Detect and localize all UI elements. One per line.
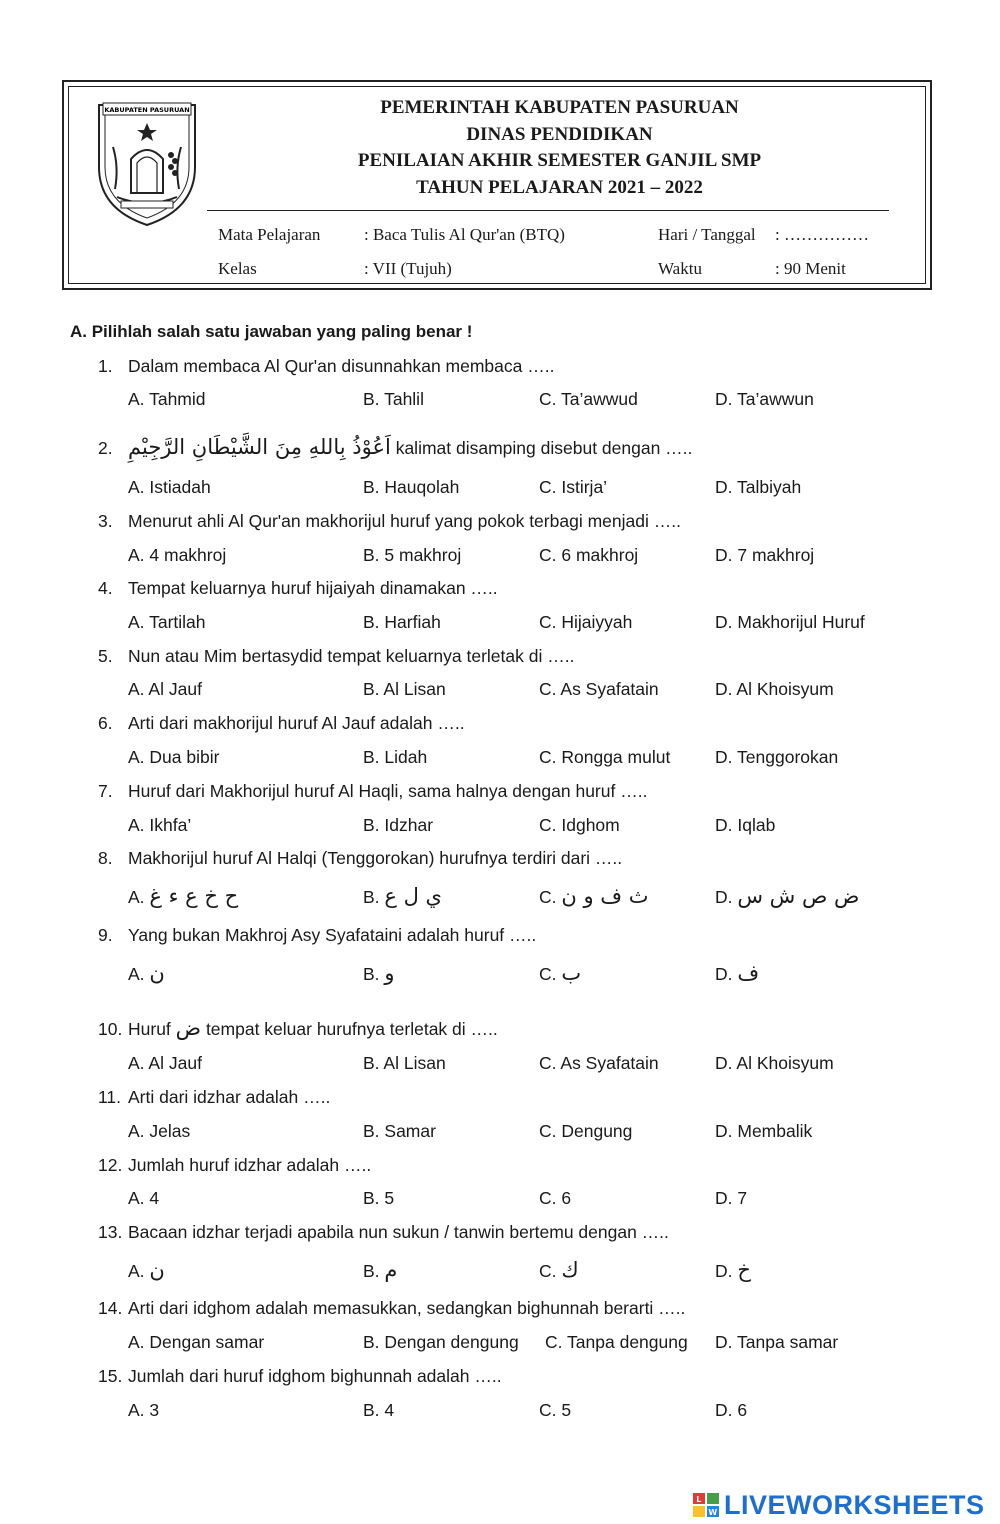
- q9-option-a[interactable]: [128, 961, 165, 985]
- q6-option-b[interactable]: B. Lidah: [363, 747, 428, 767]
- q1-option-b[interactable]: B. Tahlil: [363, 389, 424, 409]
- option-arabic: ي ل ع: [384, 884, 442, 908]
- q12-option-a[interactable]: A. 4: [128, 1188, 160, 1208]
- option-label: A.: [128, 1261, 145, 1281]
- q2-option-a[interactable]: A. Istiadah: [128, 477, 211, 497]
- question-number: 2.: [98, 438, 113, 458]
- question-number: 13.: [98, 1222, 123, 1242]
- option-label: D.: [715, 1261, 733, 1281]
- option-label: B.: [363, 964, 380, 984]
- question-number: 14.: [98, 1298, 123, 1318]
- q13-option-b[interactable]: [363, 1258, 397, 1282]
- question-text: Tempat keluarnya huruf hijaiyah dinamakan …..: [128, 578, 498, 598]
- question-number: 9.: [98, 925, 113, 945]
- q3-option-a[interactable]: A. 4 makhroj: [128, 545, 227, 565]
- q6-option-d[interactable]: D. Tenggorokan: [715, 747, 839, 767]
- q8-option-d[interactable]: [715, 884, 859, 908]
- q2-option-b[interactable]: B. Hauqolah: [363, 477, 460, 497]
- q5-option-c[interactable]: C. As Syafatain: [539, 679, 659, 699]
- q1-option-a[interactable]: A. Tahmid: [128, 389, 206, 409]
- option-label: B.: [363, 887, 380, 907]
- question-number: 11.: [98, 1087, 122, 1107]
- question-number: 4.: [98, 578, 113, 598]
- question-3: [98, 511, 681, 532]
- question-11: [98, 1087, 330, 1108]
- q7-option-c[interactable]: C. Idghom: [539, 815, 620, 835]
- q8-option-a[interactable]: [128, 884, 238, 908]
- option-label: A.: [128, 887, 145, 907]
- q12-option-c[interactable]: C. 6: [539, 1188, 572, 1208]
- question-13: [98, 1222, 669, 1243]
- question-text: Dalam membaca Al Qur'an disunnahkan membaca …..: [128, 356, 555, 376]
- question-number: 3.: [98, 511, 113, 531]
- q3-option-b[interactable]: B. 5 makhroj: [363, 545, 462, 565]
- question-number: 12.: [98, 1155, 123, 1175]
- q14-option-b[interactable]: B. Dengan dengung: [363, 1332, 519, 1352]
- question-6: [98, 713, 465, 734]
- q15-option-b[interactable]: B. 4: [363, 1400, 395, 1420]
- q10-option-c[interactable]: C. As Syafatain: [539, 1053, 659, 1073]
- question-text: kalimat disamping disebut dengan …..: [395, 438, 693, 458]
- question-9: [98, 925, 536, 946]
- question-number: 5.: [98, 646, 113, 666]
- svg-text:L: L: [696, 1495, 702, 1504]
- time-label: Waktu: [658, 259, 702, 278]
- q5-option-b[interactable]: B. Al Lisan: [363, 679, 446, 699]
- option-arabic: ث ف و ن: [561, 884, 649, 908]
- option-arabic: ك: [561, 1258, 579, 1282]
- q14-option-c[interactable]: C. Tanpa dengung: [545, 1332, 688, 1352]
- question-text: Jumlah dari huruf idghom bighunnah adalah …..: [128, 1366, 502, 1386]
- option-label: D.: [715, 887, 733, 907]
- question-10: [98, 1016, 498, 1040]
- question-12: [98, 1155, 371, 1176]
- question-arabic: اَعُوْذُ بِاللهِ مِنَ الشَّيْطَانِ الرَّجِيْمِ: [128, 435, 391, 459]
- option-arabic: و: [384, 961, 395, 985]
- liveworksheets-brand[interactable]: [692, 1488, 985, 1522]
- q7-option-b[interactable]: B. Idzhar: [363, 815, 434, 835]
- question-5: [98, 646, 574, 667]
- question-text: tempat keluar hurufnya terletak di …..: [205, 1019, 498, 1039]
- question-1: [98, 356, 554, 377]
- q15-option-c[interactable]: C. 5: [539, 1400, 572, 1420]
- question-number: 7.: [98, 781, 113, 801]
- q5-option-a[interactable]: A. Al Jauf: [128, 679, 202, 699]
- option-label: B.: [363, 1261, 380, 1281]
- option-label: C.: [539, 1261, 557, 1281]
- option-label: A.: [128, 964, 145, 984]
- q11-option-c[interactable]: C. Dengung: [539, 1121, 633, 1141]
- question-text: Arti dari idghom adalah memasukkan, sedangkan bighunnah berarti …..: [128, 1298, 686, 1318]
- class-value: : VII (Tujuh): [364, 259, 452, 278]
- q13-option-a[interactable]: [128, 1258, 165, 1282]
- date-label: Hari / Tanggal: [658, 225, 756, 244]
- q7-option-d[interactable]: D. Iqlab: [715, 815, 776, 835]
- question-8: [98, 848, 622, 869]
- question-number: 1.: [98, 356, 113, 376]
- question-text: Menurut ahli Al Qur'an makhorijul huruf yang pokok terbagi menjadi …..: [128, 511, 681, 531]
- header-line-school-year: TAHUN PELAJARAN 2021 – 2022: [416, 177, 703, 198]
- q11-option-b[interactable]: B. Samar: [363, 1121, 436, 1141]
- q7-option-a[interactable]: A. Ikhfa’: [128, 815, 192, 835]
- subject-label: Mata Pelajaran: [218, 225, 321, 244]
- header-line-department: DINAS PENDIDIKAN: [466, 124, 653, 145]
- question-text: Huruf dari Makhorijul huruf Al Haqli, sama halnya dengan huruf …..: [128, 781, 648, 801]
- q12-option-b[interactable]: B. 5: [363, 1188, 395, 1208]
- question-15: [98, 1366, 502, 1387]
- q9-option-b[interactable]: [363, 961, 395, 985]
- q6-option-c[interactable]: C. Rongga mulut: [539, 747, 671, 767]
- question-4: [98, 578, 498, 599]
- header-line-exam-title: PENILAIAN AKHIR SEMESTER GANJIL SMP: [357, 150, 762, 171]
- question-text: Makhorijul huruf Al Halqi (Tenggorokan) hurufnya terdiri dari …..: [128, 848, 623, 868]
- question-text: Arti dari idzhar adalah …..: [128, 1087, 331, 1107]
- svg-text:KABUPATEN PASURUAN: KABUPATEN PASURUAN: [104, 106, 190, 114]
- q14-option-d[interactable]: D. Tanpa samar: [715, 1332, 839, 1352]
- q2-option-d[interactable]: D. Talbiyah: [715, 477, 802, 497]
- question-arabic: ض: [175, 1016, 202, 1040]
- subject-value: : Baca Tulis Al Qur'an (BTQ): [364, 225, 565, 244]
- option-arabic: ف: [737, 961, 760, 985]
- class-label: Kelas: [218, 259, 257, 278]
- q15-option-a[interactable]: A. 3: [128, 1400, 160, 1420]
- svg-text:W: W: [708, 1508, 718, 1517]
- header-divider: [207, 210, 889, 211]
- option-label: C.: [539, 964, 557, 984]
- q14-option-a[interactable]: A. Dengan samar: [128, 1332, 265, 1352]
- q1-option-c[interactable]: C. Ta’awwud: [539, 389, 638, 409]
- q1-option-d[interactable]: D. Ta’awwun: [715, 389, 814, 409]
- q11-option-a[interactable]: A. Jelas: [128, 1121, 191, 1141]
- q10-option-d[interactable]: D. Al Khoisyum: [715, 1053, 834, 1073]
- q13-option-d[interactable]: [715, 1258, 751, 1282]
- q9-option-c[interactable]: [539, 961, 581, 985]
- header-inner-border: [68, 86, 926, 284]
- question-number: 8.: [98, 848, 113, 868]
- q4-option-d[interactable]: D. Makhorijul Huruf: [715, 612, 865, 632]
- q4-option-c[interactable]: C. Hijaiyyah: [539, 612, 633, 632]
- option-arabic: ن: [149, 1258, 165, 1282]
- q5-option-d[interactable]: D. Al Khoisyum: [715, 679, 834, 699]
- q2-option-c[interactable]: C. Istirja’: [539, 477, 608, 497]
- option-label: C.: [539, 887, 557, 907]
- option-arabic: ب: [561, 961, 582, 985]
- q6-option-a[interactable]: A. Dua bibir: [128, 747, 220, 767]
- question-14: [98, 1298, 685, 1319]
- question-text: Yang bukan Makhroj Asy Syafataini adalah huruf …..: [128, 925, 537, 945]
- time-value: : 90 Menit: [775, 259, 846, 278]
- q9-option-d[interactable]: [715, 961, 759, 985]
- header-box: [62, 80, 932, 290]
- question-text-before: Huruf: [128, 1019, 171, 1039]
- q12-option-d[interactable]: D. 7: [715, 1188, 748, 1208]
- question-text: Bacaan idzhar terjadi apabila nun sukun / tanwin bertemu dengan …..: [128, 1222, 669, 1242]
- q3-option-c[interactable]: C. 6 makhroj: [539, 545, 639, 565]
- question-number: 10.: [98, 1019, 123, 1039]
- q4-option-a[interactable]: A. Tartilah: [128, 612, 206, 632]
- question-number: 6.: [98, 713, 113, 733]
- q4-option-b[interactable]: B. Harfiah: [363, 612, 441, 632]
- q8-option-c[interactable]: [539, 884, 649, 908]
- question-7: [98, 781, 647, 802]
- section-a-title: A. Pilihlah salah satu jawaban yang paling benar !: [70, 322, 473, 341]
- q8-option-b[interactable]: [363, 884, 442, 908]
- question-number: 15.: [98, 1366, 123, 1386]
- question-text: Jumlah huruf idzhar adalah …..: [128, 1155, 372, 1175]
- option-arabic: ض ص ش س: [737, 884, 860, 908]
- q10-option-a[interactable]: A. Al Jauf: [128, 1053, 202, 1073]
- option-label: D.: [715, 964, 733, 984]
- option-arabic: ن: [149, 961, 165, 985]
- q3-option-d[interactable]: D. 7 makhroj: [715, 545, 815, 565]
- q15-option-d[interactable]: D. 6: [715, 1400, 748, 1420]
- option-arabic: م: [384, 1258, 398, 1282]
- question-text: Nun atau Mim bertasydid tempat keluarnya terletak di …..: [128, 646, 575, 666]
- q11-option-d[interactable]: D. Membalik: [715, 1121, 813, 1141]
- q10-option-b[interactable]: B. Al Lisan: [363, 1053, 446, 1073]
- liveworksheets-logo-icon: [692, 1491, 720, 1519]
- brand-text: LIVEWORKSHEETS: [724, 1489, 985, 1520]
- q13-option-c[interactable]: [539, 1258, 579, 1282]
- option-arabic: خ: [737, 1258, 751, 1282]
- header-line-government: PEMERINTAH KABUPATEN PASURUAN: [380, 97, 739, 118]
- date-value: : ……………: [775, 225, 869, 244]
- question-2: [98, 435, 692, 459]
- option-arabic: ح خ ع ء غ: [149, 884, 239, 908]
- question-text: Arti dari makhorijul huruf Al Jauf adalah …..: [128, 713, 465, 733]
